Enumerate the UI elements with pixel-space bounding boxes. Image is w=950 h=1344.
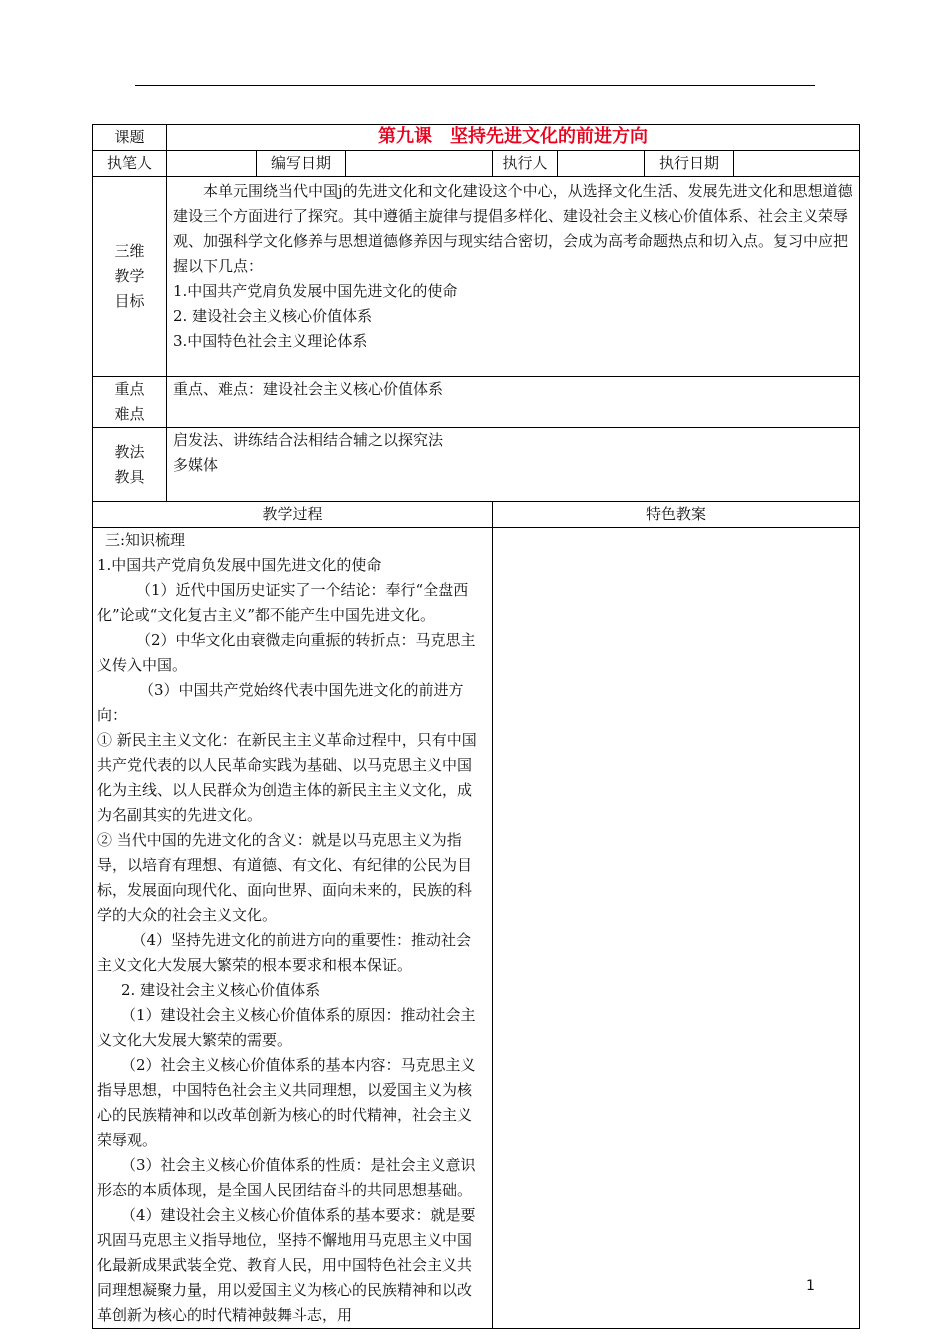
goals-item: 2. 建设社会主义核心价值体系 (173, 307, 373, 325)
title-row (93, 125, 860, 151)
date-value (346, 151, 493, 177)
process-line: （3）社会主义核心价值体系的性质：是社会主义意识形态的本质体现，是全国人民团结奋斗的共同思想基础。 (97, 1156, 476, 1199)
executor-label: 执行人 (493, 151, 558, 177)
topic-label: 课题 (93, 125, 167, 151)
process-line: 2. 建设社会主义核心价值体系 (121, 981, 321, 999)
methods-line: 启发法、讲练结合法相结合辅之以探究法 (173, 431, 444, 449)
date-label: 编写日期 (257, 151, 346, 177)
executor-value (558, 151, 645, 177)
exec-date-label: 执行日期 (645, 151, 734, 177)
process-line: （1）近代中国历史证实了一个结论：奉行“全盘西化”论或“文化复古主义”都不能产生中国先进文化。 (97, 581, 469, 624)
key-points-row (93, 377, 860, 428)
process-line: ① 新民主主义文化：在新民主主义革命过程中，只有中国共产党代表的以人民革命实践为基础、以马克思主义中国化为主线、以人民群众为创造主体的新民主主义文化，成为名副其实的先进文化。 (97, 731, 477, 824)
author-value (167, 151, 257, 177)
process-line: （4）建设社会主义核心价值体系的基本要求：就是要巩固马克思主义指导地位，坚持不懈地用马克思主义中国化最新成果武装全党、教育人民，用中国特色社会主义共同理想凝聚力量，用以爱国主义为核心的民族精神和以改革创新为核心的时代精神鼓舞斗志，用 (97, 1206, 476, 1324)
process-line: （1）建设社会主义核心价值体系的原因：推动社会主义文化大发展大繁荣的需要。 (97, 1006, 476, 1049)
goals-row (93, 177, 860, 377)
methods-line: 多媒体 (173, 456, 219, 474)
header-rule (135, 85, 815, 86)
feature-content (493, 528, 860, 1329)
exec-date-value (734, 151, 860, 177)
process-line: ② 当代中国的先进文化的含义：就是以马克思主义为指导，以培育有理想、有道德、有文化、有纪律的公民为目标，发展面向现代化、面向世界、面向未来的，民族的科学的大众的社会主义文化。 (97, 831, 473, 924)
lesson-plan-table (92, 124, 860, 1329)
lesson-title: 第九课 坚持先进文化的前进方向 (167, 125, 860, 151)
key-points-text: 重点、难点：建设社会主义核心价值体系 (167, 377, 860, 428)
goals-intro: 本单元围绕当代中国j的先进文化和文化建设这个中心，从选择文化生活、发展先进文化和思想道德建设三个方面进行了探究。其中遵循主旋律与提倡多样化、建设社会主义核心价值体系、社会主义荣辱观、加强科学文化修养与思想道德修养因与现实结合密切，会成为高考命题热点和切入点。复习中应把握以下几点： (173, 182, 853, 275)
process-line: （4）坚持先进文化的前进方向的重要性：推动社会主义文化大发展大繁荣的根本要求和根本保证。 (97, 931, 472, 974)
key-points-label: 重点 难点 (93, 377, 167, 428)
goals-content (167, 177, 860, 377)
feature-header: 特色教案 (493, 502, 860, 528)
goals-item: 3.中国特色社会主义理论体系 (173, 332, 368, 350)
methods-row (93, 428, 860, 502)
author-row (93, 151, 860, 177)
process-header-row (93, 502, 860, 528)
page-number: 1 (806, 1278, 815, 1294)
goals-label: 三维 教学 目标 (93, 177, 167, 377)
process-header: 教学过程 (93, 502, 493, 528)
methods-content (167, 428, 860, 502)
process-line: （2）社会主义核心价值体系的基本内容：马克思主义指导思想，中国特色社会主义共同理想，以爱国主义为核心的民族精神和以改革创新为核心的时代精神，社会主义荣辱观。 (97, 1056, 476, 1149)
author-label: 执笔人 (93, 151, 167, 177)
process-line: 三:知识梳理 (105, 531, 186, 549)
methods-label: 教法 教具 (93, 428, 167, 502)
process-line: （2）中华文化由衰微走向重振的转折点：马克思主义传入中国。 (97, 631, 476, 674)
process-row (93, 528, 860, 1329)
process-line: （3）中国共产党始终代表中国先进文化的前进方向： (97, 681, 464, 724)
process-content (93, 528, 493, 1329)
process-line: 1.中国共产党肩负发展中国先进文化的使命 (97, 556, 382, 574)
goals-item: 1.中国共产党肩负发展中国先进文化的使命 (173, 282, 458, 300)
